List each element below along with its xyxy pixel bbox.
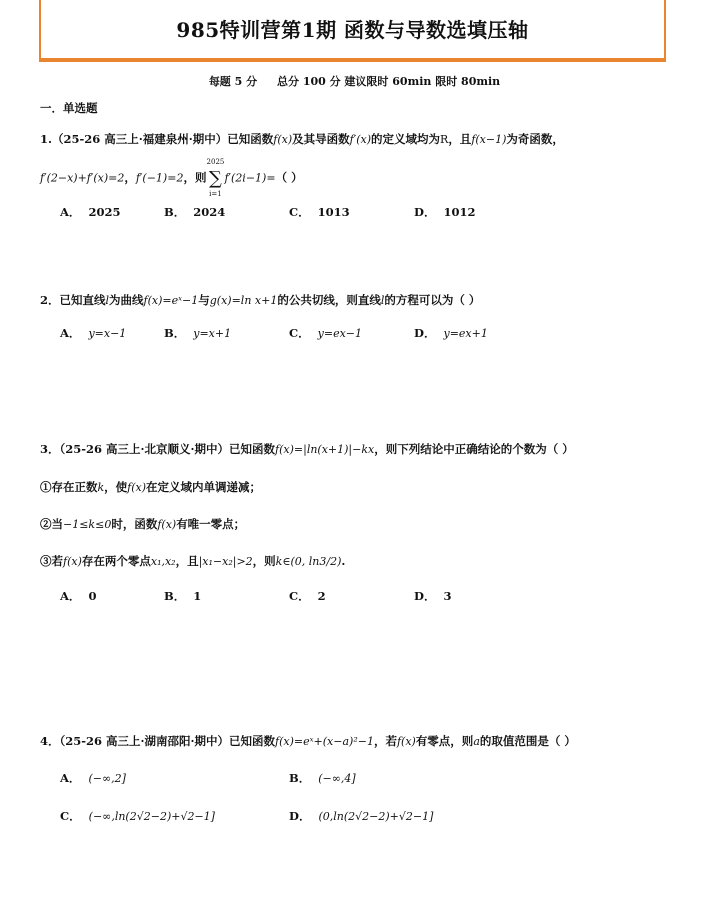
title-underline xyxy=(39,58,666,62)
q2-option-c[interactable]: C． y=ex−1 xyxy=(289,326,363,340)
q3-option-a[interactable]: A． 0 xyxy=(60,589,97,603)
question-4-stem: 4．（25-26 高三上·湖南邵阳·期中）已知函数f(x)=eˣ+(x−a)²−1，若f(x)有零点，则a的取值范围是（ ） xyxy=(40,734,576,748)
question-3-stem: 3．（25-26 高三上·北京顺义·期中）已知函数f(x)=|ln(x+1)|−kx，则下列结论中正确结论的个数为（ ） xyxy=(40,442,574,456)
summation-sign: 2025 ∑ i=1 xyxy=(206,158,225,198)
q1-option-b[interactable]: B． 2024 xyxy=(164,205,226,219)
section-title: 一．单选题 xyxy=(40,101,98,115)
exam-meta xyxy=(0,73,709,89)
time-limit-info: 总分 100 分 建议限时 60min 限时 80min xyxy=(276,75,501,88)
title-frame xyxy=(39,0,666,58)
question-3-statement-2: ②当−1≤k≤0时，函数f(x)有唯一零点； xyxy=(40,517,246,531)
q2-option-d[interactable]: D． y=ex+1 xyxy=(414,326,488,340)
q2-option-a[interactable]: A． y=x−1 xyxy=(60,326,127,340)
question-3-statement-1: ①存在正数k，使f(x)在定义域内单调递减； xyxy=(40,480,262,494)
q1-option-c[interactable]: C． 1013 xyxy=(289,205,350,219)
q3-option-c[interactable]: C． 2 xyxy=(289,589,326,603)
question-1-condition: f′(2−x)+f′(x)=2，f′(−1)=2，则 2025 ∑ i=1 f′(2i−1)=（ ） xyxy=(40,158,303,198)
question-3-statement-3: ③若f(x)存在两个零点x₁,x₂，且|x₁−x₂|>2，则k∈(0, ln3/2). xyxy=(40,554,346,568)
q4-option-d[interactable]: D． (0,ln(2√2−2)+√2−1] xyxy=(289,809,434,823)
q3-option-b[interactable]: B． 1 xyxy=(164,589,202,603)
q4-option-a[interactable]: A． (−∞,2] xyxy=(60,771,126,785)
page-title: 985特训营第1期 函数与导数选填压轴 xyxy=(176,18,529,42)
q1-option-a[interactable]: A． 2025 xyxy=(60,205,121,219)
q2-option-b[interactable]: B． y=x+1 xyxy=(164,326,232,340)
question-1-stem: 1.（25-26 高三上·福建泉州·期中）已知函数f(x)及其导函数f′(x)的定义域均为R，且f(x−1)为奇函数， xyxy=(40,132,564,146)
q1-option-d[interactable]: D． 1012 xyxy=(414,205,476,219)
q4-option-c[interactable]: C． (−∞,ln(2√2−2)+√2−1] xyxy=(60,809,215,823)
q3-option-d[interactable]: D． 3 xyxy=(414,589,452,603)
score-per-question: 每题 5 分 xyxy=(208,75,258,88)
q4-option-b[interactable]: B． (−∞,4] xyxy=(289,771,356,785)
question-2-stem: 2．已知直线l为曲线f(x)=eˣ−1与g(x)=ln x+1的公共切线，则直线l的方程可以为（ ） xyxy=(40,293,481,307)
